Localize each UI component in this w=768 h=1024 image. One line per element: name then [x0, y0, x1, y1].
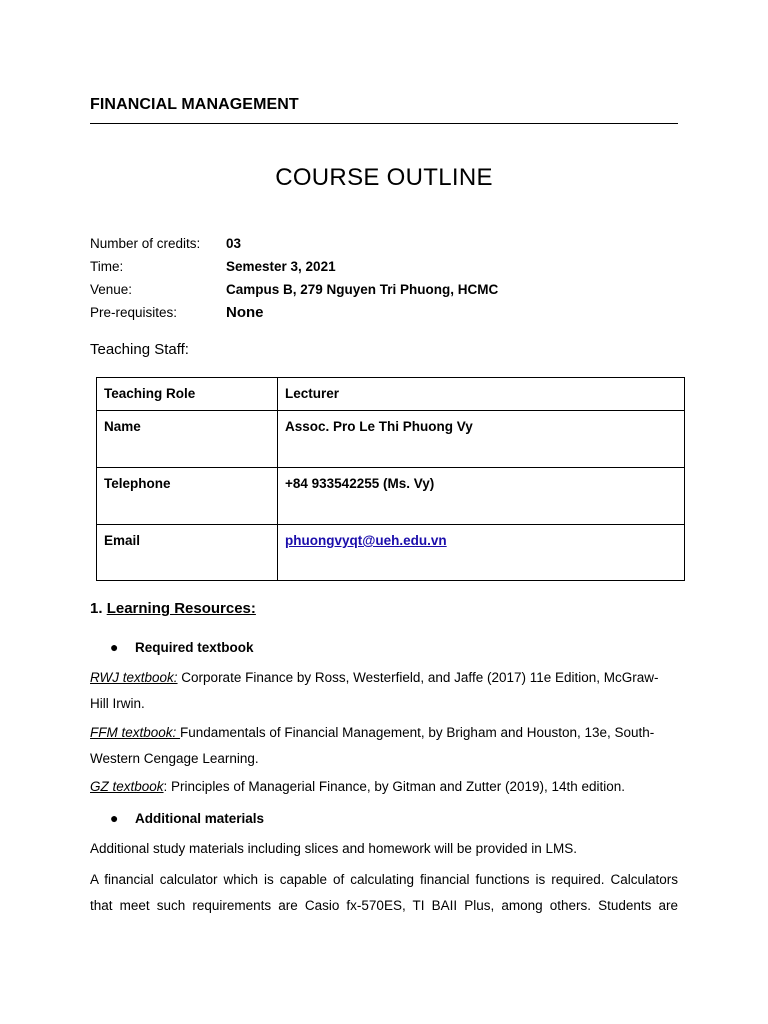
table-row — [97, 525, 685, 581]
section-heading — [90, 600, 256, 617]
bullet-icon: ● — [110, 639, 119, 655]
phone-label-cell: Telephone — [97, 468, 278, 525]
additional-materials-text: Additional study materials including slices and homework will be provided in LMS. — [90, 841, 577, 856]
header-divider — [90, 123, 678, 124]
document-header: FINANCIAL MANAGEMENT — [90, 96, 299, 113]
ffm-text-line1: Fundamentals of Financial Management, by Brigham and Houston, 13e, South- — [180, 725, 655, 740]
table-row — [97, 411, 685, 468]
credits-value: 03 — [226, 236, 242, 251]
table-row — [97, 468, 685, 525]
calculator-line-1: A financial calculator which is capable of calculating financial functions is required. Calculators — [90, 872, 678, 887]
calculator-line-2: that meet such requirements are Casio fx-570ES, TI BAII Plus, among others. Students are — [90, 898, 678, 913]
prereq-value: None — [226, 304, 264, 321]
bullet-icon: ● — [110, 810, 119, 826]
rwj-ref-label: RWJ textbook: — [90, 670, 178, 685]
gz-ref-label: GZ textbook — [90, 779, 164, 794]
email-value-cell — [278, 525, 685, 581]
rwj-text-line1: Corporate Finance by Ross, Westerfield, and Jaffe (2017) 11e Edition, McGraw- — [177, 670, 659, 685]
ffm-text-line2: Western Cengage Learning. — [90, 751, 259, 766]
ffm-reference — [90, 720, 678, 772]
rwj-text-line2: Hill Irwin. — [90, 696, 145, 711]
role-value-cell: Lecturer — [278, 378, 685, 411]
gz-text: : Principles of Managerial Finance, by Gitman and Zutter (2019), 14th edition. — [163, 779, 626, 794]
name-value-cell: Assoc. Pro Le Thi Phuong Vy — [278, 411, 685, 468]
ffm-ref-label: FFM textbook: — [90, 725, 181, 740]
name-label-cell: Name — [97, 411, 278, 468]
gz-reference — [90, 774, 678, 800]
section-title: Learning Resources: — [106, 600, 256, 617]
time-value: Semester 3, 2021 — [226, 259, 336, 274]
page-title: COURSE OUTLINE — [275, 164, 493, 191]
section-number: 1. — [90, 600, 103, 617]
credits-label: Number of credits: — [90, 236, 201, 251]
rwj-reference — [90, 665, 678, 717]
role-label-cell: Teaching Role — [97, 378, 278, 411]
table-row — [97, 378, 685, 411]
prereq-label: Pre-requisites: — [90, 305, 178, 320]
time-label: Time: — [90, 259, 124, 274]
teaching-staff-label: Teaching Staff: — [90, 341, 189, 358]
additional-materials-heading: Additional materials — [135, 811, 265, 826]
venue-label: Venue: — [90, 282, 133, 297]
email-link[interactable]: phuongvyqt@ueh.edu.vn — [285, 533, 447, 548]
required-textbook-heading: Required textbook — [135, 640, 254, 655]
phone-value-cell: +84 933542255 (Ms. Vy) — [278, 468, 685, 525]
teaching-staff-table — [96, 377, 685, 581]
email-label-cell: Email — [97, 525, 278, 581]
venue-value: Campus B, 279 Nguyen Tri Phuong, HCMC — [226, 282, 499, 297]
